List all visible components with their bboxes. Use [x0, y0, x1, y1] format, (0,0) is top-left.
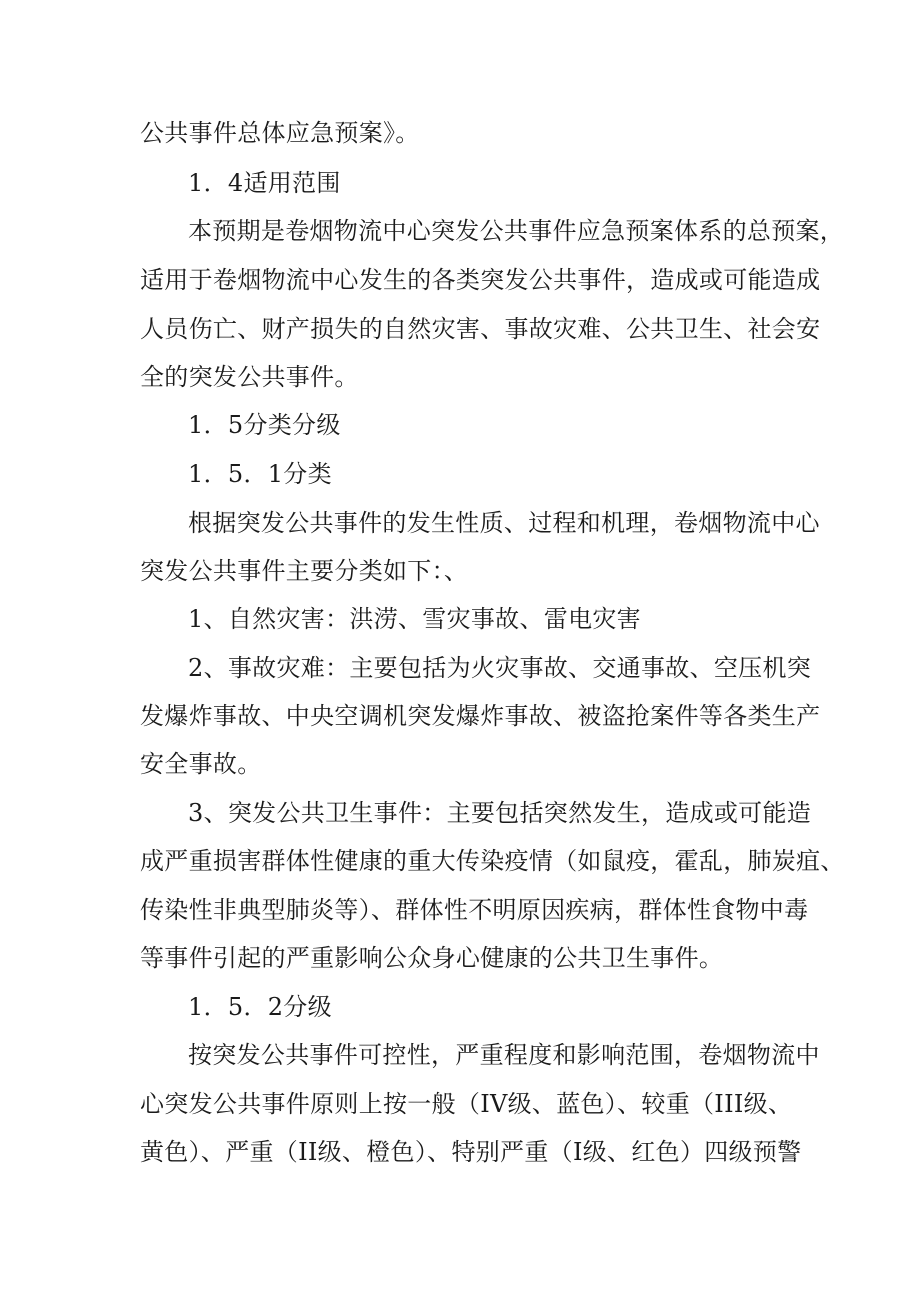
text-line: 根据突发公共事件的发生性质、过程和机理，卷烟物流中心	[188, 509, 820, 537]
text-line: 心突发公共事件原则上按一般（IV级、蓝色）、较重（III级、	[140, 1090, 793, 1118]
section-heading: 1．4适用范围	[188, 169, 341, 197]
text-line: 按突发公共事件可控性，严重程度和影响范围，卷烟物流中	[188, 1041, 820, 1069]
list-item: 2、事故灾难：主要包括为火灾事故、交通事故、空压机突	[188, 654, 812, 682]
text-line: 人员伤亡、财产损失的自然灾害、事故灾难、公共卫生、社会安	[140, 315, 821, 343]
text-line: 发爆炸事故、中央空调机突发爆炸事故、被盗抢案件等各类生产	[140, 702, 821, 730]
text-line: 黄色）、严重（II级、橙色）、特别严重（I级、红色）四级预警	[140, 1138, 802, 1166]
text-line: 本预期是卷烟物流中心突发公共事件应急预案体系的总预案，	[188, 217, 845, 245]
text-line: 传染性非典型肺炎等）、群体性不明原因疾病，群体性食物中毒	[140, 896, 809, 924]
text-line: 公共事件总体应急预案》。	[140, 119, 420, 147]
text-line: 等事件引起的严重影响公众身心健康的公共卫生事件。	[140, 944, 724, 972]
list-item: 3、突发公共卫生事件：主要包括突然发生，造成或可能造	[188, 799, 812, 827]
text-line: 安全事故。	[140, 750, 262, 778]
section-heading: 1．5分类分级	[188, 411, 341, 439]
text-line: 全的突发公共事件。	[140, 363, 359, 391]
text-line: 适用于卷烟物流中心发生的各类突发公共事件，造成或可能造成	[140, 266, 821, 294]
section-heading: 1．5．1分类	[188, 460, 332, 488]
text-line: 成严重损害群体性健康的重大传染疫情（如鼠疫，霍乱，肺炭疽、	[140, 847, 845, 875]
list-item: 1、自然灾害：洪涝、雪灾事故、雷电灾害	[188, 605, 641, 633]
text-line: 突发公共事件主要分类如下：、	[140, 557, 469, 585]
section-heading: 1．5．2分级	[188, 993, 332, 1021]
